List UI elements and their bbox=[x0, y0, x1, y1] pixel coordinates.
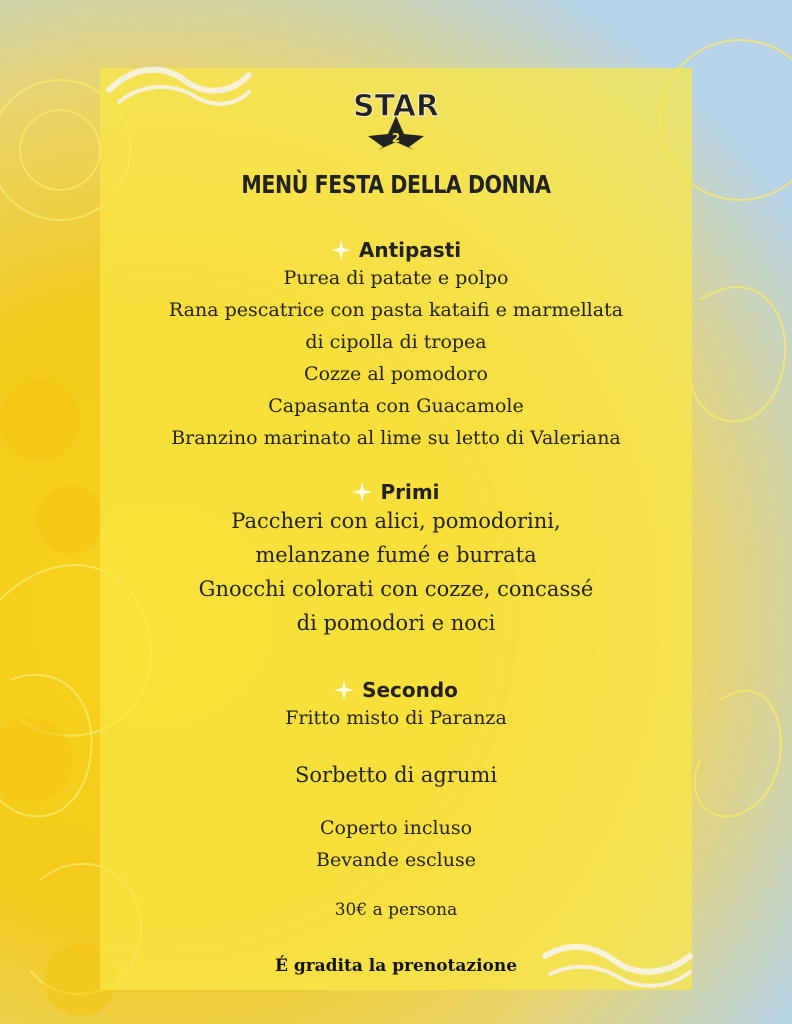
section-heading: Antipasti bbox=[100, 238, 692, 262]
menu-item: Rana pescatrice con pasta kataifi e marmellata bbox=[168, 299, 624, 321]
svg-text:2: 2 bbox=[391, 131, 401, 145]
swirl-ornament-top-icon bbox=[104, 60, 254, 120]
menu-item: Fritto misto di Paranza bbox=[285, 707, 507, 729]
sparkle-icon bbox=[331, 240, 351, 260]
section-primi bbox=[100, 480, 692, 640]
price: 30€ a persona bbox=[334, 900, 458, 920]
menu-item: Gnocchi colorati con cozze, concassé bbox=[198, 577, 594, 601]
menu-item: Purea di patate e polpo bbox=[283, 267, 509, 289]
section-secondo bbox=[100, 678, 692, 734]
section-antipasti bbox=[100, 238, 692, 454]
star-2-logo bbox=[338, 86, 454, 150]
notes bbox=[100, 812, 692, 876]
menu-item: di pomodori e noci bbox=[296, 611, 496, 635]
section-heading: Primi bbox=[100, 480, 692, 504]
menu-item: Paccheri con alici, pomodorini, bbox=[231, 509, 561, 533]
menu-item: Capasanta con Guacamole bbox=[268, 395, 524, 417]
dessert: Sorbetto di agrumi bbox=[294, 763, 498, 787]
note-item: Coperto incluso bbox=[319, 817, 473, 839]
menu-item: Cozze al pomodoro bbox=[304, 363, 488, 385]
sparkle-icon bbox=[352, 482, 372, 502]
reservation-note: É gradita la prenotazione bbox=[274, 956, 518, 976]
svg-text:STAR: STAR bbox=[352, 89, 440, 124]
sparkle-icon bbox=[334, 680, 354, 700]
menu-item: melanzane fumé e burrata bbox=[255, 543, 537, 567]
menu-item: Branzino marinato al lime su letto di Valeriana bbox=[171, 427, 621, 449]
section-heading: Secondo bbox=[100, 678, 692, 702]
note-item: Bevande escluse bbox=[316, 849, 476, 871]
menu-item: di cipolla di tropea bbox=[305, 331, 487, 353]
menu-title: MENÙ FESTA DELLA DONNA bbox=[241, 170, 551, 199]
